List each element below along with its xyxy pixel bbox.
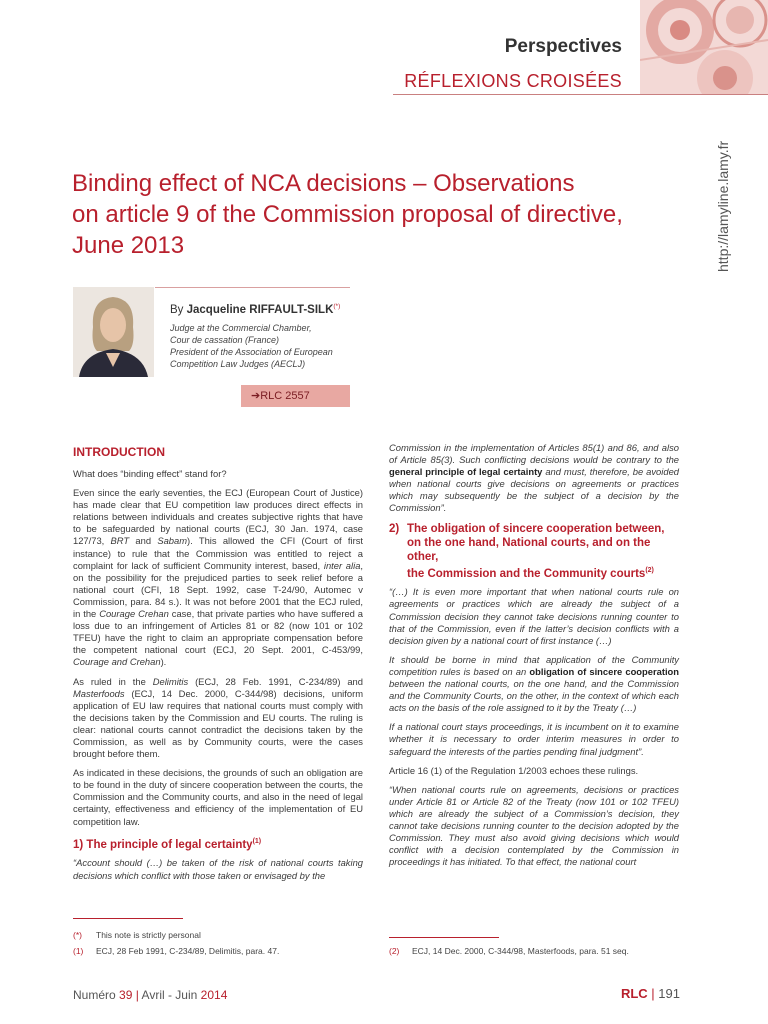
intro-question: What does “binding effect” stand for? (73, 468, 227, 479)
introduction-heading: INTRODUCTION (73, 445, 165, 459)
author-by: By (170, 303, 184, 316)
paragraph: As indicated in these decisions, the grounds of such an obligation are to be found in the duty of sincere cooperation between the courts, the Commission and the Community courts, and also in the need of legal certainty, effectiveness and efficiency of the implementation of EU competition law. (73, 767, 363, 827)
header-divider (393, 94, 768, 95)
title-line-1: Binding effect of NCA decisions – Observations (72, 170, 575, 197)
footnote-star: (*) This note is strictly personal (73, 930, 201, 940)
issue-info: Numéro 39 | Avril - Juin 2014 (73, 988, 228, 1002)
quote: If a national court stays proceedings, it is incumbent on it to examine whether it is necessary to order interim measures in order to safeguard the interests of the parties pending final judgment”. (389, 721, 679, 757)
footnote-1: (1) ECJ, 28 Feb 1991, C-234/89, Delimitis, para. 47. (73, 946, 280, 956)
paragraph: As ruled in the Delimitis (ECJ, 28 Feb. 1991, C-234/89) and Masterfoods (ECJ, 14 Dec. 2000, C-344/98) decisions, uniform application of EU law requires that national courts must comply with the decisions taken by the Commission and EU courts. The ruling is clear: national courts cannot contradict the decisions taken by the Commission, as well as by Community courts, were the cases brought before them. (73, 675, 364, 760)
rlc-reference-badge[interactable]: ➔RLC 2557 (241, 385, 350, 407)
author-role: President of the Association of European (170, 347, 333, 357)
author-role: Judge at the Commercial Chamber, (170, 323, 312, 333)
quote: “When national courts rule on agreements, decisions or practices under Article 81 or Article 82 of the Treaty (now 101 or 102 TFEU) which are already the subject of a Commission’s decision, they cannot take decisions running counter to the decision adopted by the Commission. They must also avoid giving decisions which would conflict with a decision contemplated by the Commission in proceedings it has initiated. To that effect, the national court (389, 783, 679, 868)
column-right (389, 442, 679, 875)
author-divider (155, 287, 350, 288)
author-roles (170, 322, 370, 370)
quote: “Account should (…) be taken of the risk of national courts taking decisions which conflict with those taken or envisaged by the (73, 857, 363, 881)
article-title (72, 168, 692, 261)
section-heading-legal-certainty: 1) The principle of legal certainty$^{(1)}$ (73, 837, 262, 851)
author-photo (73, 287, 154, 377)
subsection-title: RÉFLEXIONS CROISÉES (404, 71, 622, 91)
footnote-2: (2) ECJ, 14 Dec. 2000, C-344/98, Masterfoods, para. 51 seq. (389, 946, 629, 956)
section-title: Perspectives (504, 36, 622, 57)
page-number: RLC | 191 (620, 986, 680, 1001)
footnote-divider (73, 918, 183, 919)
section-heading-sincere-cooperation: 2) The obligation of sincere cooperation between, on the one hand, National courts, and on the other, the Commission and the Community courts$^{(2)}$ (389, 522, 665, 580)
author-byline (170, 303, 340, 316)
paragraph: Article 16 (1) of the Regulation 1/2003 echoes these rulings. (389, 764, 639, 776)
author-role: Cour de cassation (France) (170, 335, 280, 345)
author-note-marker: (*) (333, 303, 341, 310)
column-left (73, 445, 363, 889)
quote: It should be borne in mind that application of the Community competition rules is based on an obligation of sincere cooperation between the national courts, on the one hand, and the Commission and the Community Courts, on the other, in the context of which each acts on the basis of the role assigned to it by the Treaty (…) (389, 653, 679, 714)
header-decoration (640, 0, 768, 95)
footnote-divider (389, 937, 499, 938)
author-name: Jacqueline RIFFAULT-SILK (186, 303, 334, 316)
quote: “(…) It is even more important that when national courts rule on agreements or practices which are already the subject of a Commission decision they cannot take decisions running counter to that of the Commission, even if the latter’s decision conflicts with a decision given by a national court of first instance (…) (389, 586, 679, 646)
title-line-2: on article 9 of the Commission proposal of directive, (72, 201, 623, 228)
title-line-3: June 2013 (72, 232, 185, 259)
website-link[interactable] (712, 112, 732, 272)
quote: Commission in the implementation of Articles 85(1) and 86, and also of Article 85(3). Such conflicting decisions would be contrary to the general principle of legal certainty and must, therefore, be avoided when national courts give decisions on agreements or practices which may subsequently be the subject of a decision by the Commission”. (389, 442, 679, 514)
author-role: Competition Law Judges (AECLJ) (170, 359, 306, 369)
paragraph: Even since the early seventies, the ECJ (European Court of Justice) has made clear that EU competition law produces direct effects in relations between individuals and creates subjective rights that have to be safeguarded by national courts (ECJ, 30 Jan. 1974, case 127/73, BRT and Sabam). This allowed the CFI (Court of first instance) to rule that the Commission was entitled to reject a complaint for lack of sufficient Community interest, based, inter alia, on the possibility for the prejudiced parties to seek relief before a national court (CFI, 18 Sept. 1992, case T-24/90, Automec v Commission, para. 84 s.). It was not before 2001 that the ECJ ruled, in the Courage Crehan case, that private parties who have suffered a loss due to an infringement of Articles 81 or 82 (now 101 or 102 TFEU) have the right to claim an appropriate compensation before the competent national court (ECJ, 20 Sept. 2001, C-453/99, Courage and Crehan). (73, 487, 364, 668)
website-url: http://lamyline.lamy.fr (715, 140, 731, 272)
